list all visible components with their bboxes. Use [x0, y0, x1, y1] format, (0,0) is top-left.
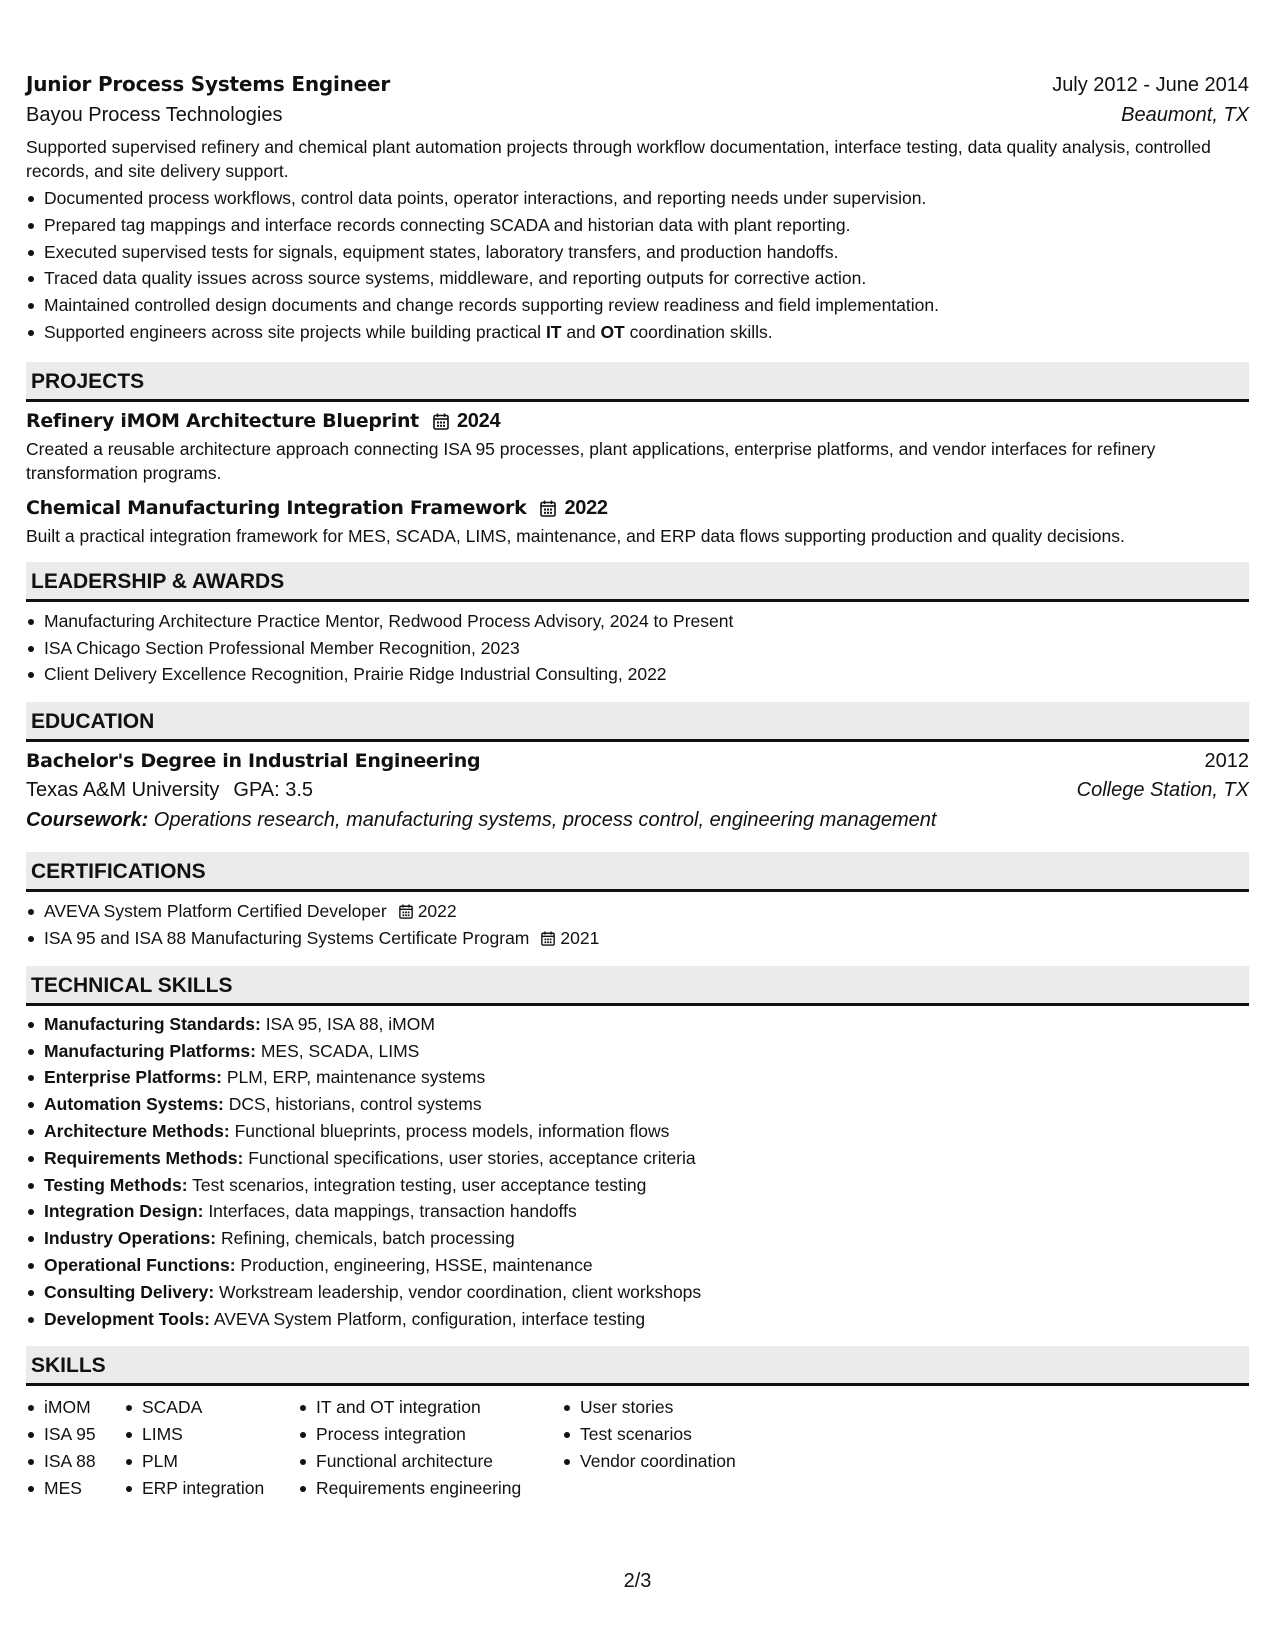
list-item: Prepared tag mappings and interface records connecting SCADA and historian data with plant reporting.	[26, 212, 1249, 239]
list-item: User stories	[562, 1394, 802, 1421]
project-item	[26, 497, 1249, 548]
coursework-list: Operations research, manufacturing systems, process control, engineering management	[148, 809, 937, 832]
job-dates: July 2012 - June 2014	[1052, 74, 1249, 96]
skills-list	[124, 1394, 298, 1501]
list-item: ISA 95	[26, 1421, 124, 1448]
coursework	[26, 809, 1249, 832]
list-item	[26, 1198, 1249, 1225]
skills-column	[124, 1392, 298, 1501]
certifications-list	[26, 898, 1249, 952]
list-item	[26, 898, 1249, 925]
skill-value: Workstream leadership, vendor coordination, client workshops	[214, 1281, 702, 1302]
skill-label: Development Tools:	[44, 1308, 210, 1329]
graduation-year: 2012	[1204, 750, 1249, 773]
skills-column	[26, 1392, 124, 1501]
skills-grid	[26, 1392, 1249, 1501]
section-heading-technical-skills: TECHNICAL SKILLS	[26, 966, 1249, 1006]
list-item: SCADA	[124, 1394, 298, 1421]
project-title: Chemical Manufacturing Integration Framework	[26, 497, 527, 520]
skill-label: Architecture Methods:	[44, 1120, 230, 1141]
skill-label: Enterprise Platforms:	[44, 1067, 222, 1088]
section-heading-projects: PROJECTS	[26, 362, 1249, 402]
list-item: iMOM	[26, 1394, 124, 1421]
list-item	[26, 1306, 1249, 1333]
skills-column	[562, 1392, 802, 1501]
job-company: Bayou Process Technologies	[26, 104, 283, 126]
coursework-label: Coursework:	[26, 809, 149, 832]
bullet-text: coordination skills.	[624, 321, 773, 342]
list-item	[26, 1225, 1249, 1252]
list-item: Functional architecture	[298, 1448, 562, 1475]
project-year: 2022	[564, 496, 608, 519]
list-item: Requirements engineering	[298, 1475, 562, 1502]
list-item: ISA Chicago Section Professional Member Recognition, 2023	[26, 635, 1249, 662]
skill-value: ISA 95, ISA 88, iMOM	[260, 1013, 435, 1034]
skill-label: Testing Methods:	[44, 1174, 188, 1195]
list-item: Executed supervised tests for signals, equipment states, laboratory transfers, and production handoffs.	[26, 239, 1249, 266]
skills-column	[298, 1392, 562, 1501]
project-year: 2024	[456, 409, 501, 432]
list-item	[26, 1145, 1249, 1172]
gpa: GPA: 3.5	[233, 779, 314, 802]
bold-term: OT	[600, 321, 625, 342]
skill-value: Functional blueprints, process models, information flows	[229, 1120, 670, 1141]
list-item: ERP integration	[124, 1475, 298, 1502]
skill-value: DCS, historians, control systems	[223, 1094, 482, 1115]
cert-year: 2021	[560, 927, 600, 948]
list-item: Vendor coordination	[562, 1448, 802, 1475]
section-heading-leadership: LEADERSHIP & AWARDS	[26, 562, 1249, 602]
list-item: Documented process workflows, control data points, operator interactions, and reporting needs under supervision.	[26, 185, 1249, 212]
list-item: Test scenarios	[562, 1421, 802, 1448]
cert-name: ISA 95 and ISA 88 Manufacturing Systems Certificate Program	[44, 927, 530, 948]
section-heading-skills: SKILLS	[26, 1346, 1249, 1386]
leadership-list	[26, 608, 1249, 688]
list-item: ISA 88	[26, 1448, 124, 1475]
skills-list	[562, 1394, 802, 1474]
skill-label: Manufacturing Platforms:	[44, 1040, 256, 1061]
school-name: Texas A&M University	[26, 779, 220, 802]
skill-label: Integration Design:	[44, 1201, 204, 1222]
calendar-icon	[399, 904, 413, 919]
experience-entry	[26, 72, 1249, 346]
calendar-icon	[541, 931, 555, 946]
section-heading-education: EDUCATION	[26, 702, 1249, 742]
list-item: Process integration	[298, 1421, 562, 1448]
skill-label: Manufacturing Standards:	[44, 1013, 261, 1034]
education-entry	[26, 750, 1249, 832]
list-item: IT and OT integration	[298, 1394, 562, 1421]
bullet-text: and	[561, 321, 601, 342]
job-summary: Supported supervised refinery and chemical plant automation projects through workflow documentation, interface testing, data quality analysis, controlled records, and site delivery support.	[26, 137, 1211, 181]
page-number: 2/3	[623, 1570, 652, 1592]
skill-value: Refining, chemicals, batch processing	[216, 1228, 515, 1249]
list-item	[26, 1064, 1249, 1091]
project-title: Refinery iMOM Architecture Blueprint	[26, 410, 419, 433]
skill-value: MES, SCADA, LIMS	[255, 1040, 420, 1061]
list-item: Manufacturing Architecture Practice Mentor, Redwood Process Advisory, 2024 to Present	[26, 608, 1249, 635]
skills-list	[298, 1394, 562, 1501]
list-item	[26, 1118, 1249, 1145]
skill-value: Test scenarios, integration testing, user acceptance testing	[187, 1174, 647, 1195]
list-item: Client Delivery Excellence Recognition, Prairie Ridge Industrial Consulting, 2022	[26, 661, 1249, 688]
list-item: Maintained controlled design documents and change records supporting review readiness and field implementation.	[26, 292, 1249, 319]
list-item	[26, 1252, 1249, 1279]
list-item	[26, 1279, 1249, 1306]
job-bullets	[26, 185, 1249, 346]
list-item	[26, 1091, 1249, 1118]
bullet-text: Supported engineers across site projects while building practical	[44, 321, 546, 342]
list-item	[26, 1172, 1249, 1199]
calendar-icon	[433, 413, 449, 430]
list-item	[26, 1011, 1249, 1038]
school-location: College Station, TX	[1076, 779, 1249, 802]
skill-label: Industry Operations:	[44, 1228, 217, 1249]
project-description: Created a reusable architecture approach connecting ISA 95 processes, plant applications, enterprise platforms, and vendor interfaces for refinery transformation programs.	[26, 438, 1156, 483]
cert-name: AVEVA System Platform Certified Developer	[44, 901, 387, 922]
bold-term: IT	[545, 321, 562, 342]
skill-value: Interfaces, data mappings, transaction handoffs	[203, 1201, 577, 1222]
list-item: Traced data quality issues across source systems, middleware, and reporting outputs for corrective action.	[26, 265, 1249, 292]
resume-page	[26, 72, 1249, 1502]
section-heading-certifications: CERTIFICATIONS	[26, 852, 1249, 892]
skill-value: Functional specifications, user stories, acceptance criteria	[243, 1147, 696, 1168]
degree: Bachelor's Degree in Industrial Engineering	[26, 750, 481, 773]
skill-value: AVEVA System Platform, configuration, interface testing	[209, 1308, 646, 1329]
cert-year: 2022	[417, 901, 457, 922]
list-item	[26, 1038, 1249, 1065]
project-description: Built a practical integration framework for MES, SCADA, LIMS, maintenance, and ERP data flows supporting production and quality decisions.	[26, 525, 1125, 546]
skill-label: Operational Functions:	[44, 1254, 236, 1275]
list-item: MES	[26, 1475, 124, 1502]
skill-label: Requirements Methods:	[44, 1147, 244, 1168]
job-title: Junior Process Systems Engineer	[26, 72, 391, 96]
technical-skills-list	[26, 1011, 1249, 1333]
list-item: PLM	[124, 1448, 298, 1475]
list-item: LIMS	[124, 1421, 298, 1448]
list-item	[26, 319, 1249, 346]
skill-label: Automation Systems:	[44, 1094, 224, 1115]
project-item	[26, 410, 1249, 485]
skill-value: Production, engineering, HSSE, maintenance	[235, 1254, 593, 1275]
skill-label: Consulting Delivery:	[44, 1281, 215, 1302]
list-item	[26, 925, 1249, 952]
skills-list	[26, 1394, 124, 1501]
skill-value: PLM, ERP, maintenance systems	[221, 1067, 486, 1088]
calendar-icon	[540, 500, 556, 517]
job-location: Beaumont, TX	[1121, 104, 1249, 126]
